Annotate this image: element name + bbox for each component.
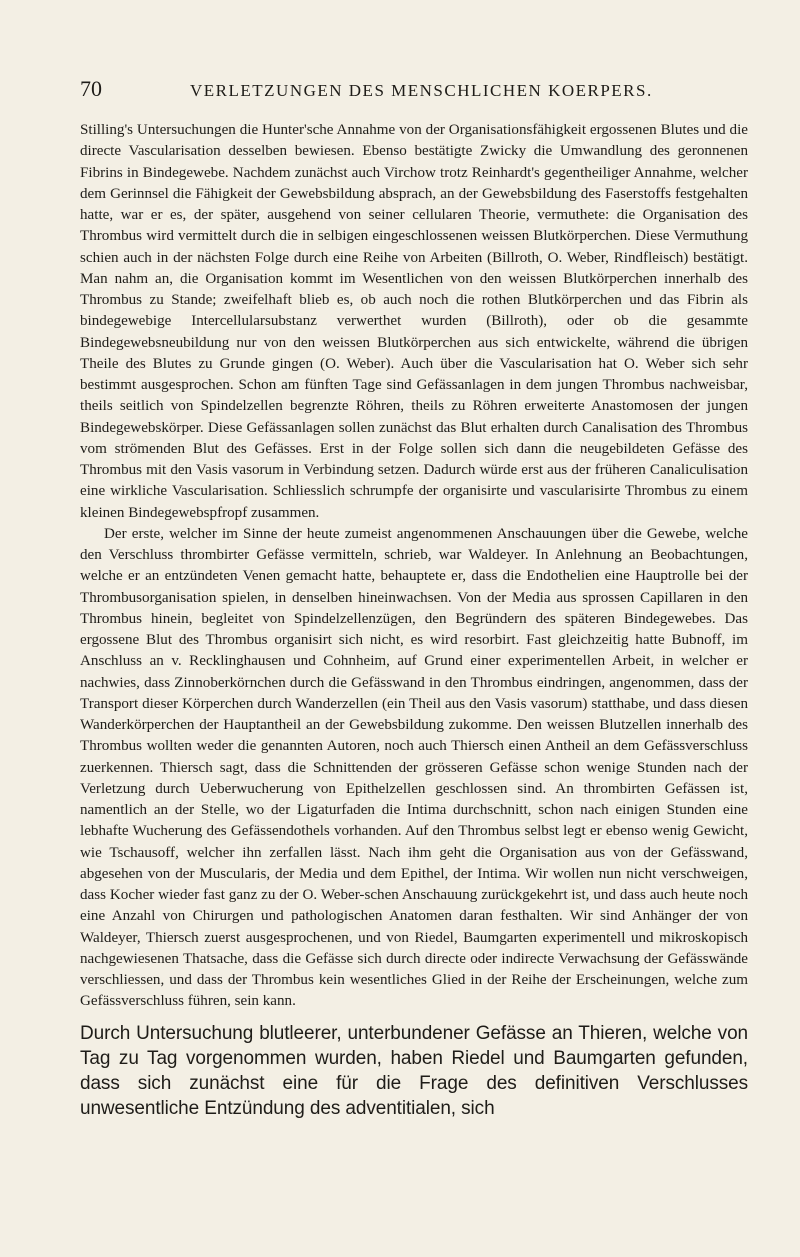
body-paragraph-2: Der erste, welcher im Sinne der heute zumeist angenommenen Anschauungen über die Gewebe, welche den Verschluss thrombirter Gefässe vermitteln, schrieb, war Waldeyer. In Anlehnung an Beobachtungen, welche er an entzündeten Venen gemacht hatte, behauptete er, dass die Endothelien eine Hauptrolle bei der Thrombusorganisation spielen, in denselben hineinwachsen. Von der Media aus sprossen Capillaren in den Thrombus hinein, begleitet von Spindelzellenzügen, den Begründern des späteren Bindegewebes. Das ergossene Blut des Thrombus organisirt sich nicht, es wird resorbirt. Fast gleichzeitig hatte Bubnoff, im Anschluss an v. Recklinghausen und Cohnheim, auf Grund einer experimentellen Arbeit, in welcher er nachwies, dass Zinnoberkörnchen durch die Gefässwand in den Thrombus eindringen, angenommen, dass der Transport dieser Körperchen durch Wanderzellen (ein Theil aus den Vasis vasorum) statthabe, und dass diesen Wanderkörperchen der Hauptantheil an der Gewebsbildung zukomme. Den weissen Blutzellen innerhalb des Thrombus wollten weder die genannten Autoren, noch auch Thiersch einen Antheil an dem Gefässverschluss zuerkennen. Thiersch sagt, dass die Schnittenden der grösseren Gefässe schon wenige Stunden nach der Verletzung durch Ueberwucherung von Epithelzellen geschlossen sind. An thrombirten Gefässen ist, namentlich an der Stelle, wo der Ligaturfaden die Intima durchschnitt, schon nach einigen Stunden eine lebhafte Wucherung des Gefässendothels vorhanden. Auf den Thrombus selbst legt er ebenso wenig Gewicht, wie Tschausoff, welcher ihn zerfallen lässt. Nach ihm geht die Organisation aus von der Gefässwand, abgesehen von der Muscularis, der Media und dem Epithel, der Intima. Wir wollen nun nicht verschweigen, dass Kocher wieder fast ganz zu der O. Weber-schen Anschauung zurückgekehrt ist, und dass auch heute noch eine Anzahl von Chirurgen und pathologischen Anatomen daran festhalten. Wir sind Anhänger der von Waldeyer, Thiersch zuerst ausgesprochenen, und von Riedel, Baumgarten experimentell und mikroskopisch nachgewiesenen Thatsache, dass die Gefässe sich durch directe oder indirecte Verwachsung der Gefässwände verschliessen, und dass der Thrombus kein wesentliches Glied in der Reihe der Erscheinungen, welche zum Gefässverschluss führen, sein kann. (80, 525, 748, 1010)
page-body (80, 120, 748, 1121)
page-header (80, 76, 748, 102)
running-title: VERLETZUNGEN DES MENSCHLICHEN KOERPERS. (190, 81, 653, 100)
large-print-paragraph: Durch Untersuchung blutleerer, unterbundener Gefässe an Thieren, welche von Tag zu Tag vorgenommen wurden, haben Riedel und Baumgarten gefunden, dass sich zunächst eine für die Frage des definitiven Verschlusses unwesentliche Entzündung des adventitialen, sich (80, 1022, 748, 1119)
page-number: 70 (80, 76, 102, 101)
body-paragraph-1: Stilling's Untersuchungen die Hunter'sche Annahme von der Organisationsfähigkeit ergossenen Blutes und die directe Vascularisation desselben bewiesen. Ebenso bestätigte Zwicky die Umwandlung des geronnenen Fibrins in Bindegewebe. Nachdem zunächst auch Virchow trotz Reinhardt's gegentheiliger Annahme, welcher dem Gerinnsel die Fähigkeit der Gewebsbildung absprach, an der Gewebsbildung des Faserstoffs festgehalten hatte, war er es, der später, ausgehend von seiner cellularen Theorie, vermuthete: die Organisation des Thrombus wird vermittelt durch die in selbigen eingeschlossenen weissen Blutkörperchen. Diese Vermuthung schien auch in der nächsten Folge durch eine Reihe von Arbeiten (Billroth, O. Weber, Rindfleisch) bestätigt. Man nahm an, die Organisation kommt im Wesentlichen von den weissen Blutkörperchen innerhalb des Thrombus zu Stande; zweifelhaft blieb es, ob auch noch die rothen Blutkörperchen und das Fibrin als bindegewebige Intercellularsubstanz verwerthet wurden (Billroth), oder ob die gesammte Bindegewebsneubildung nur von den weissen Blutkörperchen aus sich entwickelte, während die übrigen Theile des Blutes zu Grunde gingen (O. Weber). Auch über die Vascularisation hat O. Weber sich sehr bestimmt ausgesprochen. Schon am fünften Tage sind Gefässanlagen in dem jungen Thrombus nachweisbar, theils seitlich von Spindelzellen begrenzte Röhren, theils zu Röhren erweiterte Anastomosen der jungen Bindegewebskörper. Diese Gefässanlagen sollen zunächst das Blut erhalten durch Canalisation des Thrombus vom strömenden Blut des Gefässes. Erst in der Folge sollen sich dann die neugebildeten Gefässe des Thrombus mit den Vasis vasorum in Verbindung setzen. Dadurch würde erst aus der früheren Canaliculisation eine wirkliche Vascularisation. Schliesslich schrumpfe der organisirte und vascularisirte Thrombus zu einem kleinen Bindegewebspfropf zusammen. (80, 122, 748, 521)
small-print-section (80, 120, 748, 1013)
